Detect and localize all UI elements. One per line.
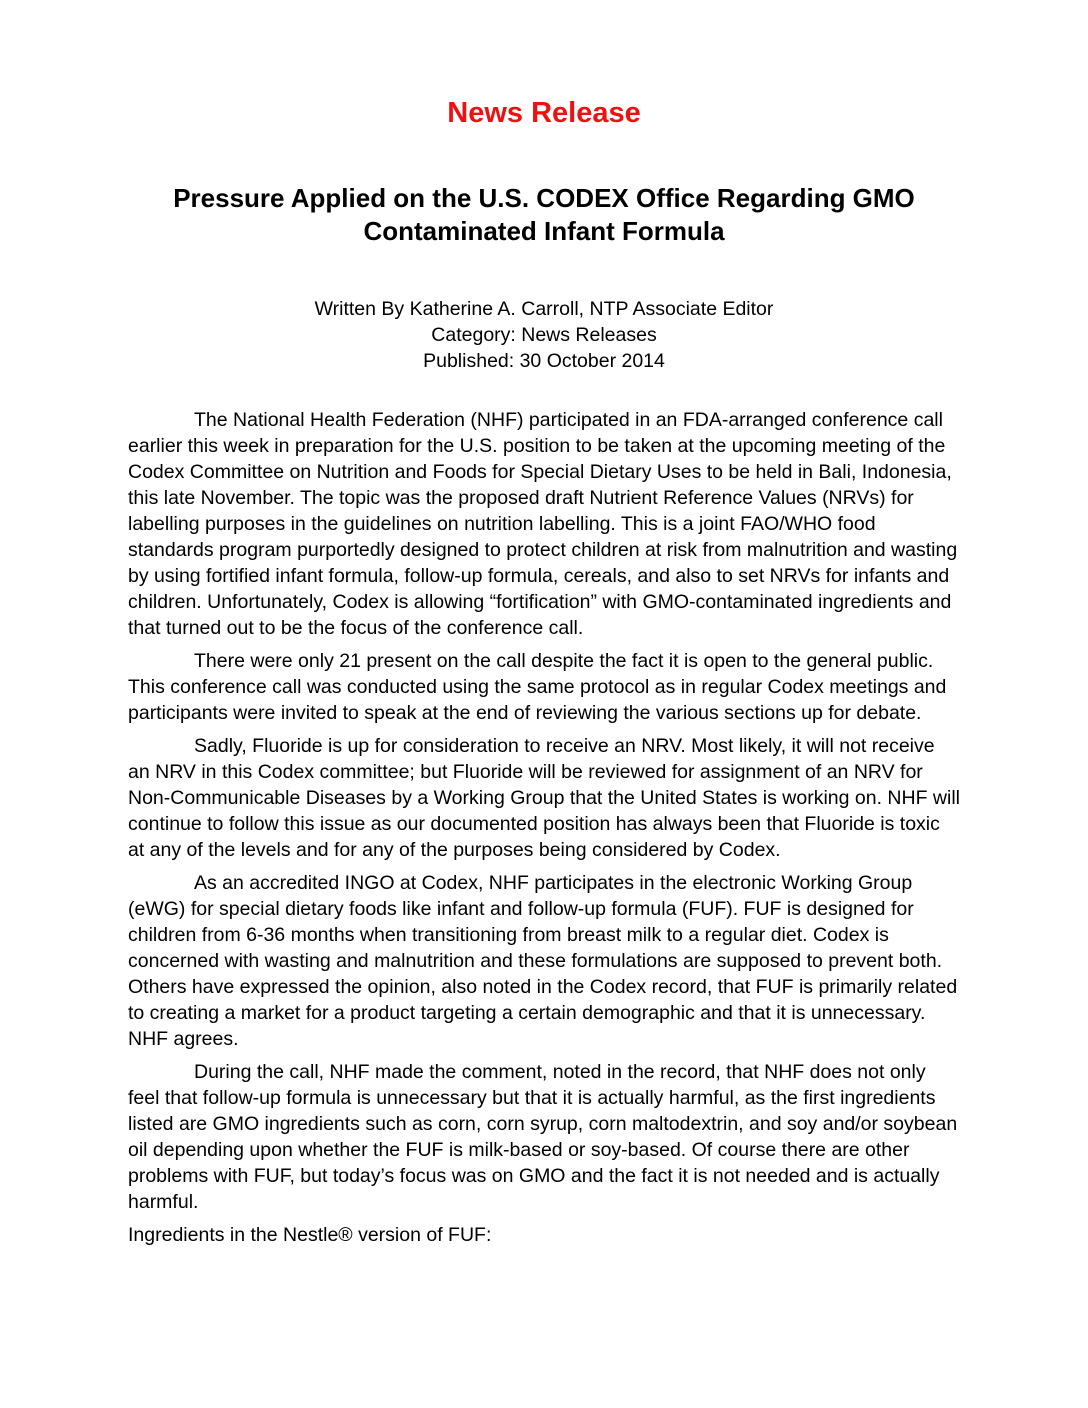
ingredients-lead-line: Ingredients in the Nestle® version of FUF: [128,1224,492,1246]
byline-published: Published: 30 October 2014 [423,350,665,372]
byline-block [128,296,960,374]
body-paragraph-5: During the call, NHF made the comment, noted in the record, that NHF does not only feel that follow-up formula is unnecessary but that it is actually harmful, as the first ingredients listed are GMO ingredients such as corn, corn syrup, corn maltodextrin, and soy and/or soybean oil depending upon whether the FUF is milk-based or soy-based. Of course there are other problems with FUF, but today’s focus was on GMO and the fact it is not needed and is actually harmful. [128,1061,958,1213]
body-paragraph-2: There were only 21 present on the call despite the fact it is open to the general public. This conference call was conducted using the same protocol as in regular Codex meetings and participants were invited to speak at the end of reviewing the various sections up for debate. [128,650,947,724]
article-body [128,407,960,1248]
body-paragraph-3: Sadly, Fluoride is up for consideration to receive an NRV. Most likely, it will not receive an NRV in this Codex committee; but Fluoride will be reviewed for assignment of an NRV for Non-Communicable Diseases by a Working Group that the United States is working on. NHF will continue to follow this issue as our documented position has always been that Fluoride is toxic at any of the levels and for any of the purposes being considered by Codex. [128,735,960,861]
article-heading: Pressure Applied on the U.S. CODEX Office Regarding GMO Contaminated Infant Formula [173,183,915,246]
body-paragraph-1: The National Health Federation (NHF) participated in an FDA-arranged conference call earlier this week in preparation for the U.S. position to be taken at the upcoming meeting of the Codex Committee on Nutrition and Foods for Special Dietary Uses to be held in Bali, Indonesia, this late November. The topic was the proposed draft Nutrient Reference Values (NRVs) for labelling purposes in the guidelines on nutrition labelling. This is a joint FAO/WHO food standards program purportedly designed to protect children at risk from malnutrition and wasting by using fortified infant formula, follow-up formula, cereals, and also to set NRVs for infants and children. Unfortunately, Codex is allowing “fortification” with GMO-contaminated ingredients and that turned out to be the focus of the conference call. [128,409,958,639]
byline-category: Category: News Releases [431,324,657,346]
news-release-title: News Release [447,97,641,129]
body-paragraph-4: As an accredited INGO at Codex, NHF participates in the electronic Working Group (eWG) for special dietary foods like infant and follow-up formula (FUF). FUF is designed for children from 6-36 months when transitioning from breast milk to a regular diet. Codex is concerned with wasting and malnutrition and these formulations are supposed to prevent both. Others have expressed the opinion, also noted in the Codex record, that FUF is primarily related to creating a market for a product targeting a certain demographic and that it is unnecessary. NHF agrees. [128,872,958,1050]
byline-author: Written By Katherine A. Carroll, NTP Associate Editor [314,298,774,320]
